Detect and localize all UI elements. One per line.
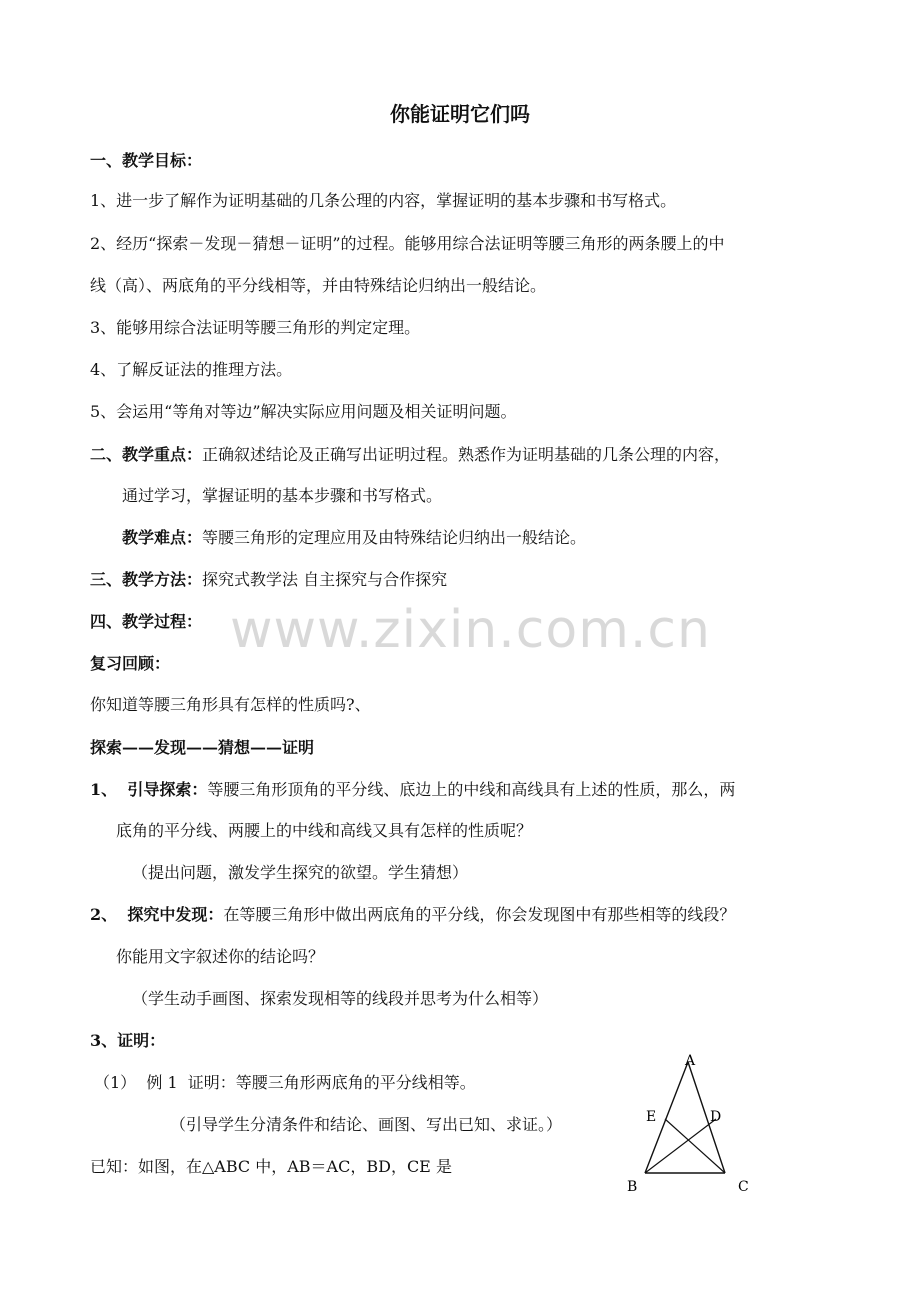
objective-item: 1、进一步了解作为证明基础的几条公理的内容，掌握证明的基本步骤和书写格式。 — [90, 191, 677, 210]
step1-continuation: 底角的平分线、两腰上的中线和高线又具有怎样的性质呢？ — [116, 821, 533, 840]
label-d: D — [710, 1109, 722, 1125]
objective-item: 2、经历“探索－发现－猜想－证明”的过程。能够用综合法证明等腰三角形的两条腰上的中 — [90, 234, 725, 253]
example-note: （引导学生分清条件和结论、画图、写出已知、求证。） — [170, 1115, 563, 1134]
objectives-heading: 一、教学目标： — [90, 151, 203, 170]
objective-item: 线（高）、两底角的平分线相等，并由特殊结论归纳出一般结论。 — [90, 276, 547, 295]
review-heading: 复习回顾： — [90, 654, 171, 673]
step1-text: 等腰三角形顶角的平分线、底边上的中线和高线具有上述的性质，那么，两 — [207, 780, 736, 799]
step1-note: （提出问题，激发学生探究的欲望。学生猜想） — [132, 863, 469, 882]
label-c: C — [738, 1179, 749, 1195]
step1-number: 1、 — [90, 780, 118, 799]
label-a: A — [685, 1053, 696, 1069]
methods-label: 三、教学方法： — [90, 570, 203, 589]
page-title: 你能证明它们吗 — [390, 102, 530, 126]
difficulties-line — [122, 527, 586, 549]
key-points-text: 正确叙述结论及正确写出证明过程。熟悉作为证明基础的几条公理的内容， — [202, 445, 731, 464]
step2-note: （学生动手画图、探索发现相等的线段并思考为什么相等） — [132, 989, 549, 1008]
watermark: www.zixin.com.cn — [230, 600, 711, 660]
review-text: 你知道等腰三角形具有怎样的性质吗?、 — [90, 695, 371, 714]
step2-continuation: 你能用文字叙述你的结论吗？ — [116, 947, 325, 966]
step2-line — [90, 904, 735, 926]
step3-heading: 3、证明： — [90, 1031, 166, 1050]
example-line: （1） 例 1 证明：等腰三角形两底角的平分线相等。 — [94, 1073, 476, 1092]
step2-number: 2、 — [90, 905, 118, 924]
step2-label: 探究中发现： — [127, 905, 224, 924]
given-line: 已知：如图，在△ABC 中，AB＝AC，BD，CE 是 — [90, 1157, 452, 1176]
objective-item: 5、会运用“等角对等边”解决实际应用问题及相关证明问题。 — [90, 402, 517, 421]
label-e: E — [646, 1109, 657, 1125]
label-b: B — [627, 1179, 638, 1195]
key-points-continuation: 通过学习，掌握证明的基本步骤和书写格式。 — [122, 486, 443, 505]
step2-text: 在等腰三角形中做出两底角的平分线，你会发现图中有那些相等的线段？ — [223, 905, 736, 924]
difficulties-label: 教学难点： — [122, 528, 203, 547]
explore-heading: 探索——发现——猜想——证明 — [90, 738, 315, 757]
step1-line — [90, 779, 735, 801]
difficulties-text: 等腰三角形的定理应用及由特殊结论归纳出一般结论。 — [202, 528, 587, 547]
objective-item: 4、了解反证法的推理方法。 — [90, 360, 293, 379]
key-points-label: 二、教学重点： — [90, 445, 203, 464]
methods-line — [90, 569, 447, 591]
key-points-line — [90, 444, 730, 466]
step1-label: 引导探索： — [127, 780, 208, 799]
objective-item: 3、能够用综合法证明等腰三角形的判定定理。 — [90, 318, 421, 337]
process-heading: 四、教学过程： — [90, 612, 203, 631]
methods-text: 探究式教学法 自主探究与合作探究 — [202, 570, 448, 589]
triangle-figure — [615, 1045, 765, 1205]
